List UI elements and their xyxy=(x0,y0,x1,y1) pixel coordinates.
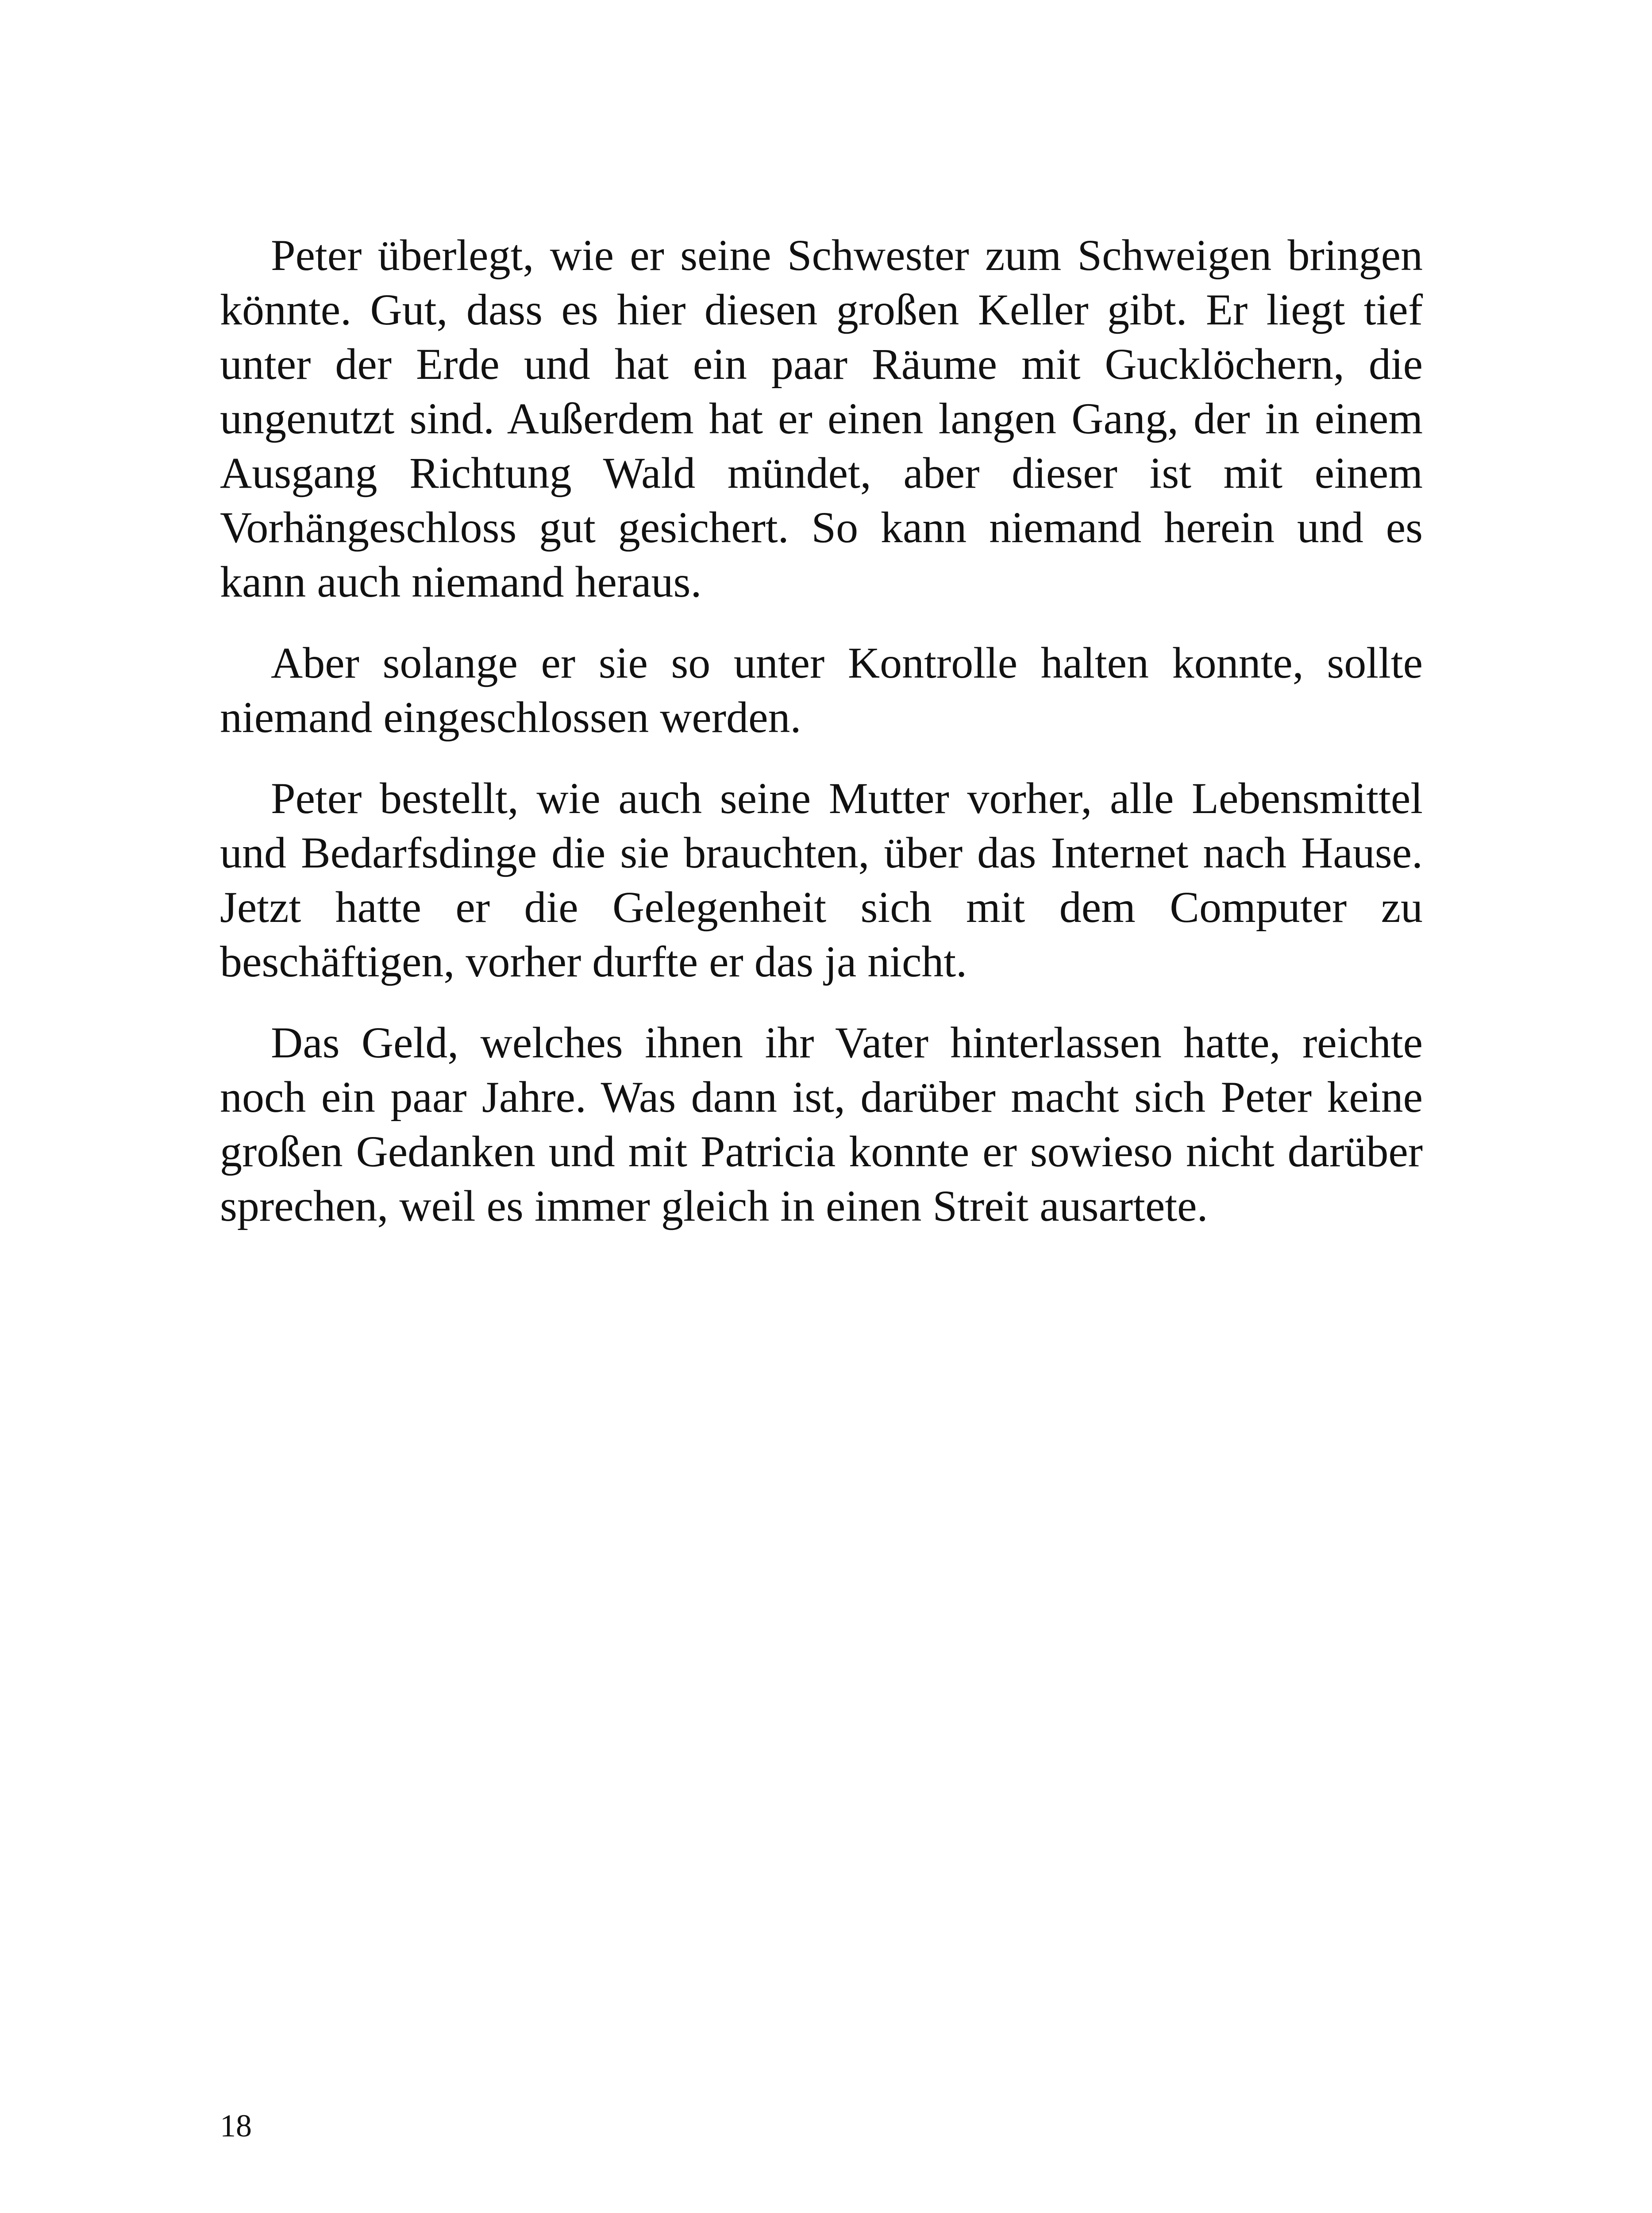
paragraph-1: Peter überlegt, wie er seine Schwester zum Schweigen bringen könnte. Gut, dass es hier diesen großen Keller gibt. Er liegt tief unter der Erde und hat ein paar Räume mit Gucklöchern, die ungenutzt sind. Außerdem hat er einen langen Gang, der in einem Ausgang Richtung Wald mündet, aber dieser ist mit einem Vorhängeschloss gut gesichert. So kann niemand herein und es kann auch niemand heraus. xyxy=(220,231,1423,606)
paragraph-3: Peter bestellt, wie auch seine Mutter vorher, alle Lebensmittel und Bedarfsdinge die sie brauchten, über das Internet nach Hause. Jetzt hatte er die Gelegenheit sich mit dem Computer zu beschäftigen, vorher durfte er das ja nicht. xyxy=(220,774,1423,986)
page-body xyxy=(220,228,1423,1260)
paragraph-2: Aber solange er sie so unter Kontrolle halten konnte, sollte niemand eingeschlossen werden. xyxy=(220,638,1423,742)
paragraph-4: Das Geld, welches ihnen ihr Vater hinterlassen hatte, reichte noch ein paar Jahre. Was dann ist, darüber macht sich Peter keine großen Gedanken und mit Patricia konnte er sowieso nicht darüber sprechen, weil es immer gleich in einen Streit ausartete. xyxy=(220,1018,1423,1230)
page-number: 18 xyxy=(220,2108,252,2144)
